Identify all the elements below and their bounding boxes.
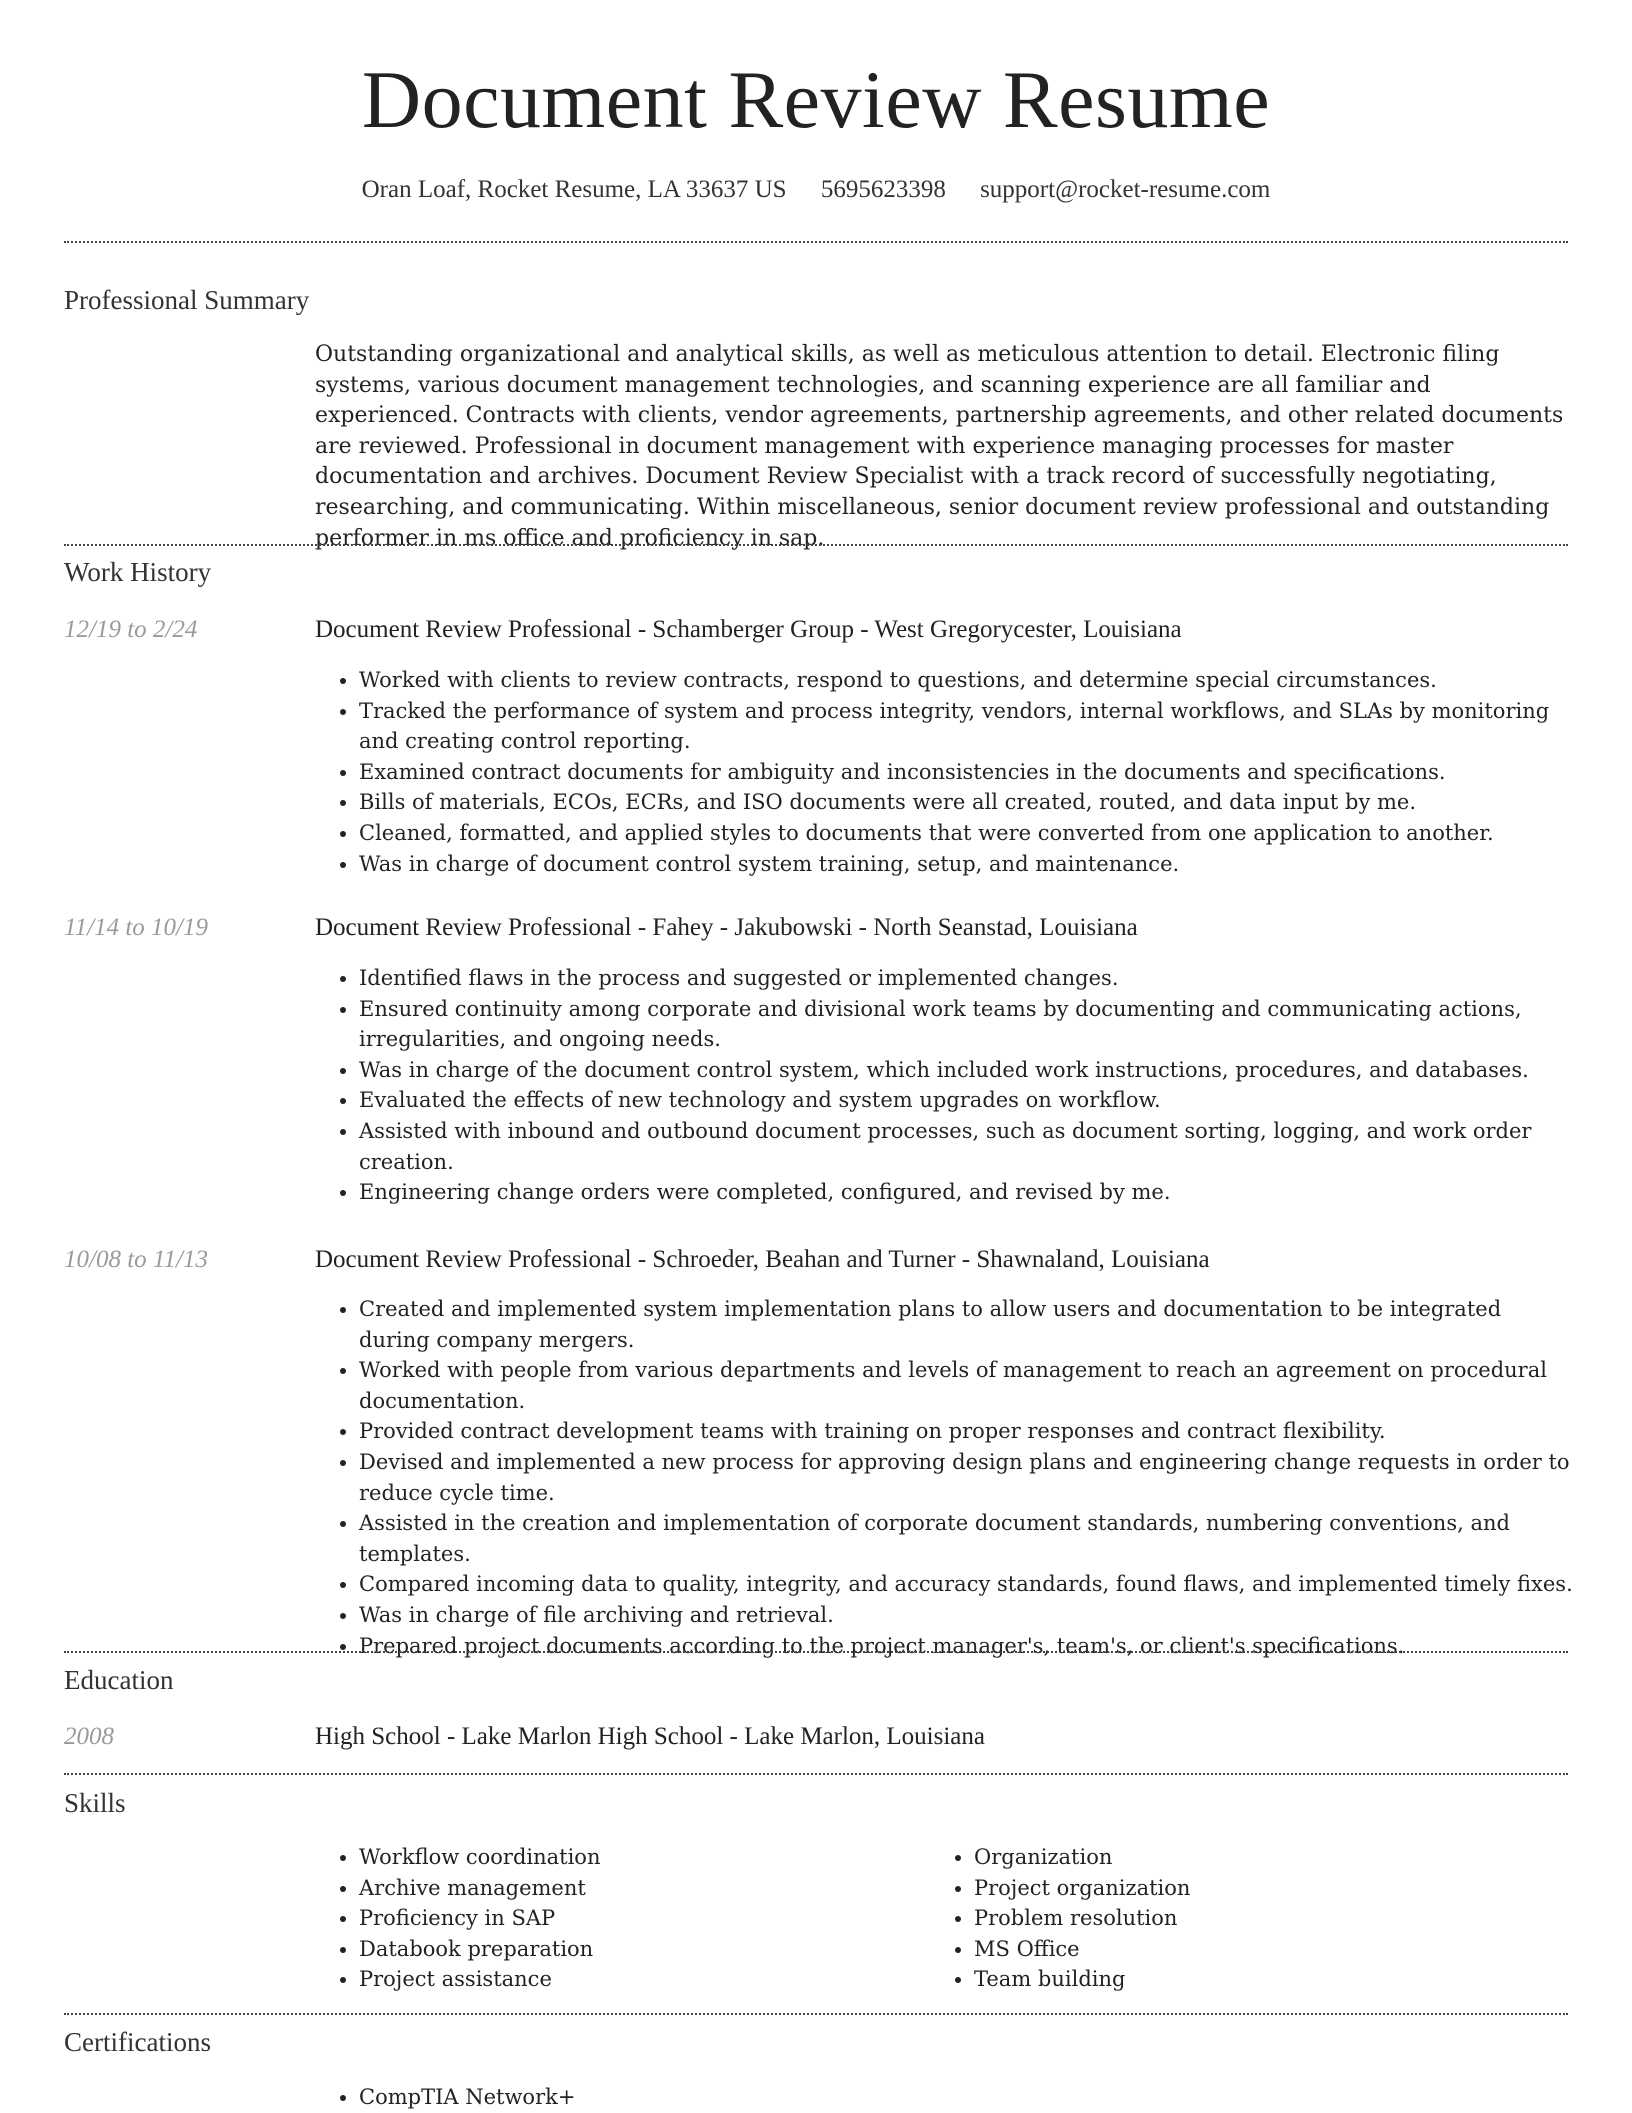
divider: [64, 544, 1568, 546]
list-item: • Engineering change orders were completed, configured, and revised by me.: [359, 1177, 1575, 1208]
job-dates: 10/08 to 11/13: [64, 1246, 208, 1273]
contact-email: support@rocket-resume.com: [980, 176, 1271, 203]
divider: [64, 241, 1568, 243]
job-title: Document Review Professional - Schamberger Group - West Gregorycester, Louisiana: [315, 616, 1182, 643]
job-dates: 11/14 to 10/19: [64, 914, 208, 941]
job-title: Document Review Professional - Schroeder, Beahan and Turner - Shawnaland, Louisiana: [315, 1246, 1210, 1273]
summary-text: Outstanding organizational and analytical skills, as well as meticulous attention to detail. Electronic filing systems, various document management technologies, and scanning experience are all familiar and experienced. Contracts with clients, vendor agreements, partnership agreements, and other related documents are reviewed. Professional in document management with experience managing processes for master documentation and archives. Document Review Specialist with a track record of successfully negotiating, researching, and communicating. Within miscellaneous, senior document review professional and outstanding performer in ms office and proficiency in sap.: [315, 342, 1564, 551]
job-bullets: [315, 1294, 1575, 1661]
list-item: • Was in charge of the document control system, which included work instructions, procedures, and databases.: [359, 1055, 1575, 1086]
contact-line: [0, 170, 1632, 210]
list-item: • Archive management: [359, 1873, 959, 1904]
list-item: • CompTIA Network+: [359, 2082, 959, 2113]
education-entry: High School - Lake Marlon High School - Lake Marlon, Louisiana: [315, 1723, 985, 1750]
contact-phone: 5695623398: [820, 176, 946, 203]
list-item: • Assisted in the creation and implementation of corporate document standards, numbering conventions, and templates.: [359, 1508, 1575, 1569]
list-item: • Worked with people from various departments and levels of management to reach an agreement on procedural documentation.: [359, 1355, 1575, 1416]
divider: [64, 2013, 1568, 2015]
list-item: • Ensured continuity among corporate and divisional work teams by documenting and communicating actions, irregularities, and ongoing needs.: [359, 994, 1575, 1055]
list-item: • Evaluated the effects of new technology and system upgrades on workflow.: [359, 1085, 1575, 1116]
list-item: • Tracked the performance of system and process integrity, vendors, internal workflows, and SLAs by monitoring and creating control reporting.: [359, 696, 1575, 757]
list-item: • Was in charge of file archiving and retrieval.: [359, 1600, 1575, 1631]
section-title-education: Education: [64, 1665, 174, 1695]
list-item: • Team building: [974, 1964, 1574, 1995]
list-item: • Proficiency in SAP: [359, 1903, 959, 1934]
skills-list-left: [315, 1842, 959, 1995]
divider: [64, 1651, 1568, 1653]
list-item: • MS Office: [974, 1934, 1574, 1965]
list-item: • Problem resolution: [974, 1903, 1574, 1934]
list-item: • Databook preparation: [359, 1934, 959, 1965]
list-item: • Provided contract development teams with training on proper responses and contract flexibility.: [359, 1416, 1575, 1447]
list-item: • Project assistance: [359, 1964, 959, 1995]
list-item: • Organization: [974, 1842, 1574, 1873]
job-dates: 12/19 to 2/24: [64, 616, 198, 643]
job-bullets: [315, 963, 1575, 1208]
section-title-work: Work History: [64, 557, 212, 587]
list-item: • Prepared project documents according to the project manager's, team's, or client's specifications.: [359, 1631, 1575, 1662]
divider: [64, 1773, 1568, 1775]
section-title-summary: Professional Summary: [64, 285, 310, 315]
list-item: • Examined contract documents for ambiguity and inconsistencies in the documents and specifications.: [359, 757, 1575, 788]
list-item: • Workflow coordination: [359, 1842, 959, 1873]
list-item: • Bills of materials, ECOs, ECRs, and ISO documents were all created, routed, and data input by me.: [359, 787, 1575, 818]
list-item: • Assisted with inbound and outbound document processes, such as document sorting, logging, and work order creation.: [359, 1116, 1575, 1177]
list-item: • Devised and implemented a new process for approving design plans and engineering change requests in order to reduce cycle time.: [359, 1447, 1575, 1508]
contact-address: Oran Loaf, Rocket Resume, LA 33637 US: [361, 176, 787, 203]
list-item: • Project organization: [974, 1873, 1574, 1904]
certifications-list: [315, 2082, 959, 2113]
job-bullets: [315, 665, 1575, 879]
skills-list-right: [930, 1842, 1574, 1995]
section-title-certifications: Certifications: [64, 2027, 211, 2057]
list-item: • Was in charge of document control system training, setup, and maintenance.: [359, 849, 1575, 880]
list-item: • Compared incoming data to quality, integrity, and accuracy standards, found flaws, and implemented timely fixes.: [359, 1569, 1575, 1600]
section-title-skills: Skills: [64, 1788, 126, 1818]
list-item: • Identified flaws in the process and suggested or implemented changes.: [359, 963, 1575, 994]
list-item: • Created and implemented system implementation plans to allow users and documentation to be integrated during company mergers.: [359, 1294, 1575, 1355]
page-title: Document Review Resume: [361, 54, 1271, 145]
job-title: Document Review Professional - Fahey - Jakubowski - North Seanstad, Louisiana: [315, 914, 1138, 941]
list-item: • Worked with clients to review contracts, respond to questions, and determine special circumstances.: [359, 665, 1575, 696]
education-year: 2008: [64, 1723, 114, 1750]
list-item: • Cleaned, formatted, and applied styles to documents that were converted from one application to another.: [359, 818, 1575, 849]
